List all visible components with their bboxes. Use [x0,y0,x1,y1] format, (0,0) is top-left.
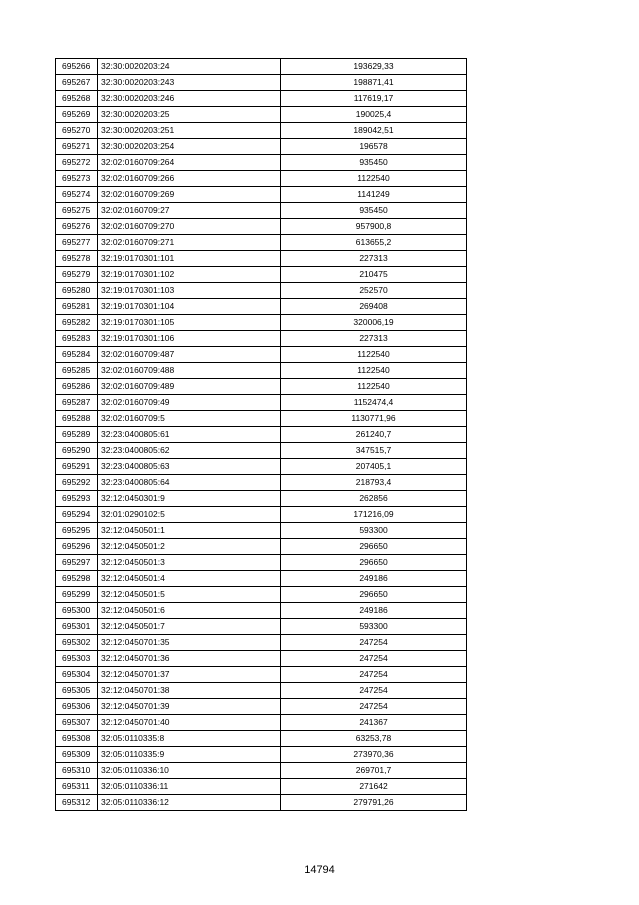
cadastral-number-cell: 32:02:0160709:264 [98,155,281,171]
cadastral-number-cell: 32:02:0160709:271 [98,235,281,251]
value-cell: 1141249 [281,187,467,203]
table-row [56,363,467,379]
cadastral-number-cell: 32:12:0450501:5 [98,587,281,603]
row-id-cell: 695283 [56,331,98,347]
value-cell: 227313 [281,251,467,267]
cadastral-number-cell: 32:19:0170301:103 [98,283,281,299]
cadastral-number-cell: 32:02:0160709:489 [98,379,281,395]
cadastral-number-cell: 32:12:0450501:7 [98,619,281,635]
table-row [56,619,467,635]
row-id-cell: 695295 [56,523,98,539]
table-row [56,523,467,539]
cadastral-number-cell: 32:02:0160709:488 [98,363,281,379]
cadastral-number-cell: 32:30:0020203:24 [98,59,281,75]
cadastral-number-cell: 32:02:0160709:5 [98,411,281,427]
row-id-cell: 695277 [56,235,98,251]
table-row [56,635,467,651]
table-row [56,683,467,699]
value-cell: 247254 [281,651,467,667]
cadastral-number-cell: 32:30:0020203:25 [98,107,281,123]
cadastral-number-cell: 32:23:0400805:63 [98,459,281,475]
row-id-cell: 695306 [56,699,98,715]
cadastral-number-cell: 32:12:0450301:9 [98,491,281,507]
value-cell: 613655,2 [281,235,467,251]
row-id-cell: 695269 [56,107,98,123]
table-row [56,331,467,347]
table-row [56,507,467,523]
table-row [56,699,467,715]
value-cell: 1122540 [281,379,467,395]
cadastral-number-cell: 32:30:0020203:246 [98,91,281,107]
row-id-cell: 695286 [56,379,98,395]
table-row [56,91,467,107]
cadastral-number-cell: 32:19:0170301:105 [98,315,281,331]
value-cell: 218793,4 [281,475,467,491]
row-id-cell: 695288 [56,411,98,427]
value-cell: 117619,17 [281,91,467,107]
row-id-cell: 695312 [56,795,98,811]
row-id-cell: 695282 [56,315,98,331]
cadastral-number-cell: 32:12:0450501:1 [98,523,281,539]
cadastral-number-cell: 32:30:0020203:254 [98,139,281,155]
row-id-cell: 695279 [56,267,98,283]
value-cell: 1130771,96 [281,411,467,427]
cadastral-number-cell: 32:02:0160709:270 [98,219,281,235]
cadastral-number-cell: 32:19:0170301:102 [98,267,281,283]
value-cell: 296650 [281,555,467,571]
table-row [56,315,467,331]
row-id-cell: 695298 [56,571,98,587]
row-id-cell: 695293 [56,491,98,507]
value-cell: 957900,8 [281,219,467,235]
cadastral-number-cell: 32:05:0110336:10 [98,763,281,779]
row-id-cell: 695309 [56,747,98,763]
table-row [56,123,467,139]
value-cell: 1152474,4 [281,395,467,411]
row-id-cell: 695267 [56,75,98,91]
table-row [56,571,467,587]
row-id-cell: 695308 [56,731,98,747]
value-cell: 247254 [281,667,467,683]
value-cell: 196578 [281,139,467,155]
row-id-cell: 695274 [56,187,98,203]
value-cell: 227313 [281,331,467,347]
value-cell: 247254 [281,699,467,715]
cadastral-number-cell: 32:19:0170301:104 [98,299,281,315]
cadastral-value-table [55,58,467,811]
cadastral-number-cell: 32:12:0450701:40 [98,715,281,731]
cadastral-number-cell: 32:23:0400805:62 [98,443,281,459]
row-id-cell: 695297 [56,555,98,571]
table-row [56,651,467,667]
table-row [56,299,467,315]
value-cell: 198871,41 [281,75,467,91]
row-id-cell: 695287 [56,395,98,411]
value-cell: 252570 [281,283,467,299]
table-row [56,763,467,779]
cadastral-number-cell: 32:12:0450701:35 [98,635,281,651]
table-row [56,219,467,235]
value-cell: 1122540 [281,363,467,379]
row-id-cell: 695281 [56,299,98,315]
cadastral-number-cell: 32:02:0160709:487 [98,347,281,363]
table-row [56,75,467,91]
cadastral-number-cell: 32:02:0160709:266 [98,171,281,187]
cadastral-number-cell: 32:12:0450501:4 [98,571,281,587]
row-id-cell: 695278 [56,251,98,267]
table-row [56,459,467,475]
table-row [56,667,467,683]
table-row [56,443,467,459]
table-row [56,603,467,619]
cadastral-number-cell: 32:12:0450701:38 [98,683,281,699]
table-row [56,379,467,395]
row-id-cell: 695292 [56,475,98,491]
table-row [56,283,467,299]
value-cell: 347515,7 [281,443,467,459]
row-id-cell: 695266 [56,59,98,75]
row-id-cell: 695304 [56,667,98,683]
row-id-cell: 695284 [56,347,98,363]
value-cell: 296650 [281,587,467,603]
cadastral-number-cell: 32:12:0450501:6 [98,603,281,619]
table-row [56,347,467,363]
cadastral-number-cell: 32:12:0450701:37 [98,667,281,683]
value-cell: 593300 [281,619,467,635]
row-id-cell: 695291 [56,459,98,475]
table-row [56,235,467,251]
row-id-cell: 695290 [56,443,98,459]
row-id-cell: 695285 [56,363,98,379]
row-id-cell: 695273 [56,171,98,187]
table-row [56,555,467,571]
table-row [56,139,467,155]
table-row [56,747,467,763]
row-id-cell: 695310 [56,763,98,779]
cadastral-number-cell: 32:05:0110336:12 [98,795,281,811]
value-cell: 193629,33 [281,59,467,75]
table-row [56,427,467,443]
value-cell: 210475 [281,267,467,283]
row-id-cell: 695276 [56,219,98,235]
value-cell: 247254 [281,683,467,699]
table-body [56,59,467,811]
value-cell: 1122540 [281,171,467,187]
table-row [56,187,467,203]
value-cell: 271642 [281,779,467,795]
table-row [56,715,467,731]
value-cell: 273970,36 [281,747,467,763]
value-cell: 261240,7 [281,427,467,443]
row-id-cell: 695299 [56,587,98,603]
row-id-cell: 695294 [56,507,98,523]
table-row [56,203,467,219]
table-row [56,59,467,75]
table-row [56,795,467,811]
table-row [56,395,467,411]
row-id-cell: 695272 [56,155,98,171]
table-row [56,587,467,603]
value-cell: 249186 [281,571,467,587]
cadastral-number-cell: 32:01:0290102:5 [98,507,281,523]
table-row [56,107,467,123]
row-id-cell: 695303 [56,651,98,667]
value-cell: 593300 [281,523,467,539]
cadastral-number-cell: 32:02:0160709:269 [98,187,281,203]
value-cell: 190025,4 [281,107,467,123]
value-cell: 207405,1 [281,459,467,475]
table-row [56,779,467,795]
value-cell: 171216,09 [281,507,467,523]
table-row [56,731,467,747]
cadastral-number-cell: 32:02:0160709:27 [98,203,281,219]
cadastral-number-cell: 32:30:0020203:251 [98,123,281,139]
cadastral-number-cell: 32:02:0160709:49 [98,395,281,411]
cadastral-number-cell: 32:12:0450501:3 [98,555,281,571]
cadastral-number-cell: 32:12:0450701:39 [98,699,281,715]
table-row [56,475,467,491]
table-row [56,171,467,187]
row-id-cell: 695271 [56,139,98,155]
value-cell: 935450 [281,155,467,171]
cadastral-number-cell: 32:05:0110335:8 [98,731,281,747]
row-id-cell: 695270 [56,123,98,139]
row-id-cell: 695275 [56,203,98,219]
row-id-cell: 695289 [56,427,98,443]
row-id-cell: 695300 [56,603,98,619]
cadastral-number-cell: 32:19:0170301:101 [98,251,281,267]
value-cell: 269701,7 [281,763,467,779]
row-id-cell: 695305 [56,683,98,699]
cadastral-number-cell: 32:12:0450501:2 [98,539,281,555]
cadastral-number-cell: 32:23:0400805:61 [98,427,281,443]
value-cell: 241367 [281,715,467,731]
row-id-cell: 695302 [56,635,98,651]
row-id-cell: 695268 [56,91,98,107]
row-id-cell: 695296 [56,539,98,555]
table-row [56,539,467,555]
value-cell: 296650 [281,539,467,555]
cadastral-number-cell: 32:23:0400805:64 [98,475,281,491]
value-cell: 262856 [281,491,467,507]
row-id-cell: 695301 [56,619,98,635]
cadastral-number-cell: 32:19:0170301:106 [98,331,281,347]
value-cell: 269408 [281,299,467,315]
table-row [56,491,467,507]
table-row [56,267,467,283]
value-cell: 247254 [281,635,467,651]
cadastral-number-cell: 32:30:0020203:243 [98,75,281,91]
row-id-cell: 695307 [56,715,98,731]
table-row [56,155,467,171]
row-id-cell: 695311 [56,779,98,795]
cadastral-number-cell: 32:05:0110335:9 [98,747,281,763]
value-cell: 249186 [281,603,467,619]
value-cell: 189042,51 [281,123,467,139]
table-row [56,251,467,267]
cadastral-number-cell: 32:12:0450701:36 [98,651,281,667]
cadastral-number-cell: 32:05:0110336:11 [98,779,281,795]
value-cell: 1122540 [281,347,467,363]
value-cell: 320006,19 [281,315,467,331]
page-number: 14794 [304,864,335,876]
value-cell: 935450 [281,203,467,219]
value-cell: 63253,78 [281,731,467,747]
row-id-cell: 695280 [56,283,98,299]
value-cell: 279791,26 [281,795,467,811]
table-row [56,411,467,427]
